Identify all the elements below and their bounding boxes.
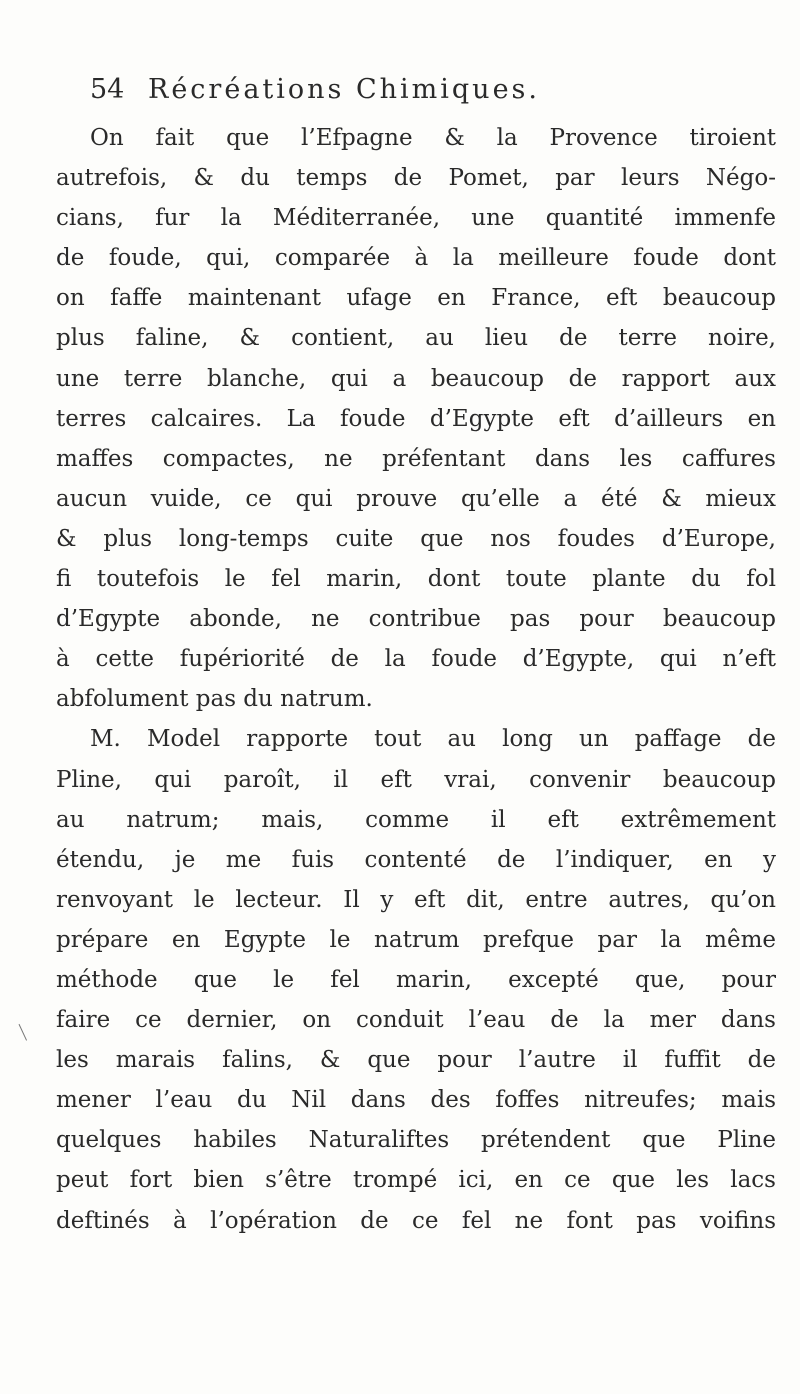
text-line: fi toutefois le fel marin, dont toute plante du fol bbox=[56, 566, 776, 593]
text-line: peut fort bien s’être trompé ici, en ce que les lacs bbox=[56, 1167, 776, 1194]
text-line: abfolument pas du natrum. bbox=[56, 686, 373, 713]
text-line: mener l’eau du Nil dans des foffes nitreufes; mais bbox=[56, 1087, 776, 1114]
text-line: de foude, qui, comparée à la meilleure foude dont bbox=[56, 245, 776, 272]
text-line: Pline, qui paroît, il eft vrai, convenir beaucoup bbox=[56, 766, 776, 793]
text-line: étendu, je me fuis contenté de l’indiquer, en y bbox=[56, 846, 776, 873]
text-line: autrefois, & du temps de Pomet, par leurs Négo- bbox=[56, 165, 776, 192]
text-line: une terre blanche, qui a beaucoup de rapport aux bbox=[56, 365, 776, 392]
text-line: maffes compactes, ne préfentant dans les caffures bbox=[56, 445, 776, 472]
margin-mark bbox=[19, 1021, 33, 1040]
text-line: & plus long-temps cuite que nos foudes d’Europe, bbox=[56, 525, 776, 552]
text-line: les marais falins, & que pour l’autre il fuffit de bbox=[56, 1047, 776, 1074]
text-line: cians, fur la Méditerranée, une quantité immenfe bbox=[56, 205, 776, 232]
text-line: méthode que le fel marin, excepté que, pour bbox=[56, 966, 776, 993]
text-line: au natrum; mais, comme il eft extrêmement bbox=[56, 806, 776, 833]
text-line: plus faline, & contient, au lieu de terre noire, bbox=[56, 325, 776, 352]
running-title: Récréations Chimiques. bbox=[148, 74, 540, 105]
text-line: On fait que l’Efpagne & la Provence tiroient bbox=[90, 125, 776, 151]
text-line: renvoyant le lecteur. Il y eft dit, entre autres, qu’on bbox=[56, 886, 776, 913]
text-line: quelques habiles Naturaliftes prétendent que Pline bbox=[56, 1127, 776, 1154]
text-line: à cette fupériorité de la foude d’Egypte, qui n’eft bbox=[56, 646, 776, 673]
text-line: deftinés à l’opération de ce fel ne font pas voifins bbox=[56, 1207, 776, 1234]
text-line: aucun vuide, ce qui prouve qu’elle a été & mieux bbox=[56, 485, 776, 512]
text-line: terres calcaires. La foude d’Egypte eft d’ailleurs en bbox=[56, 405, 776, 432]
text-line: on faffe maintenant ufage en France, eft beaucoup bbox=[56, 285, 776, 312]
text-line: d’Egypte abonde, ne contribue pas pour beaucoup bbox=[56, 606, 776, 633]
text-line: faire ce dernier, on conduit l’eau de la mer dans bbox=[56, 1007, 776, 1034]
running-head bbox=[90, 72, 750, 108]
text-line: M. Model rapporte tout au long un paffage de bbox=[90, 726, 776, 753]
text-line: prépare en Egypte le natrum prefque par la même bbox=[56, 926, 776, 953]
body-text bbox=[56, 118, 776, 1241]
page-number: 54 bbox=[90, 74, 125, 105]
